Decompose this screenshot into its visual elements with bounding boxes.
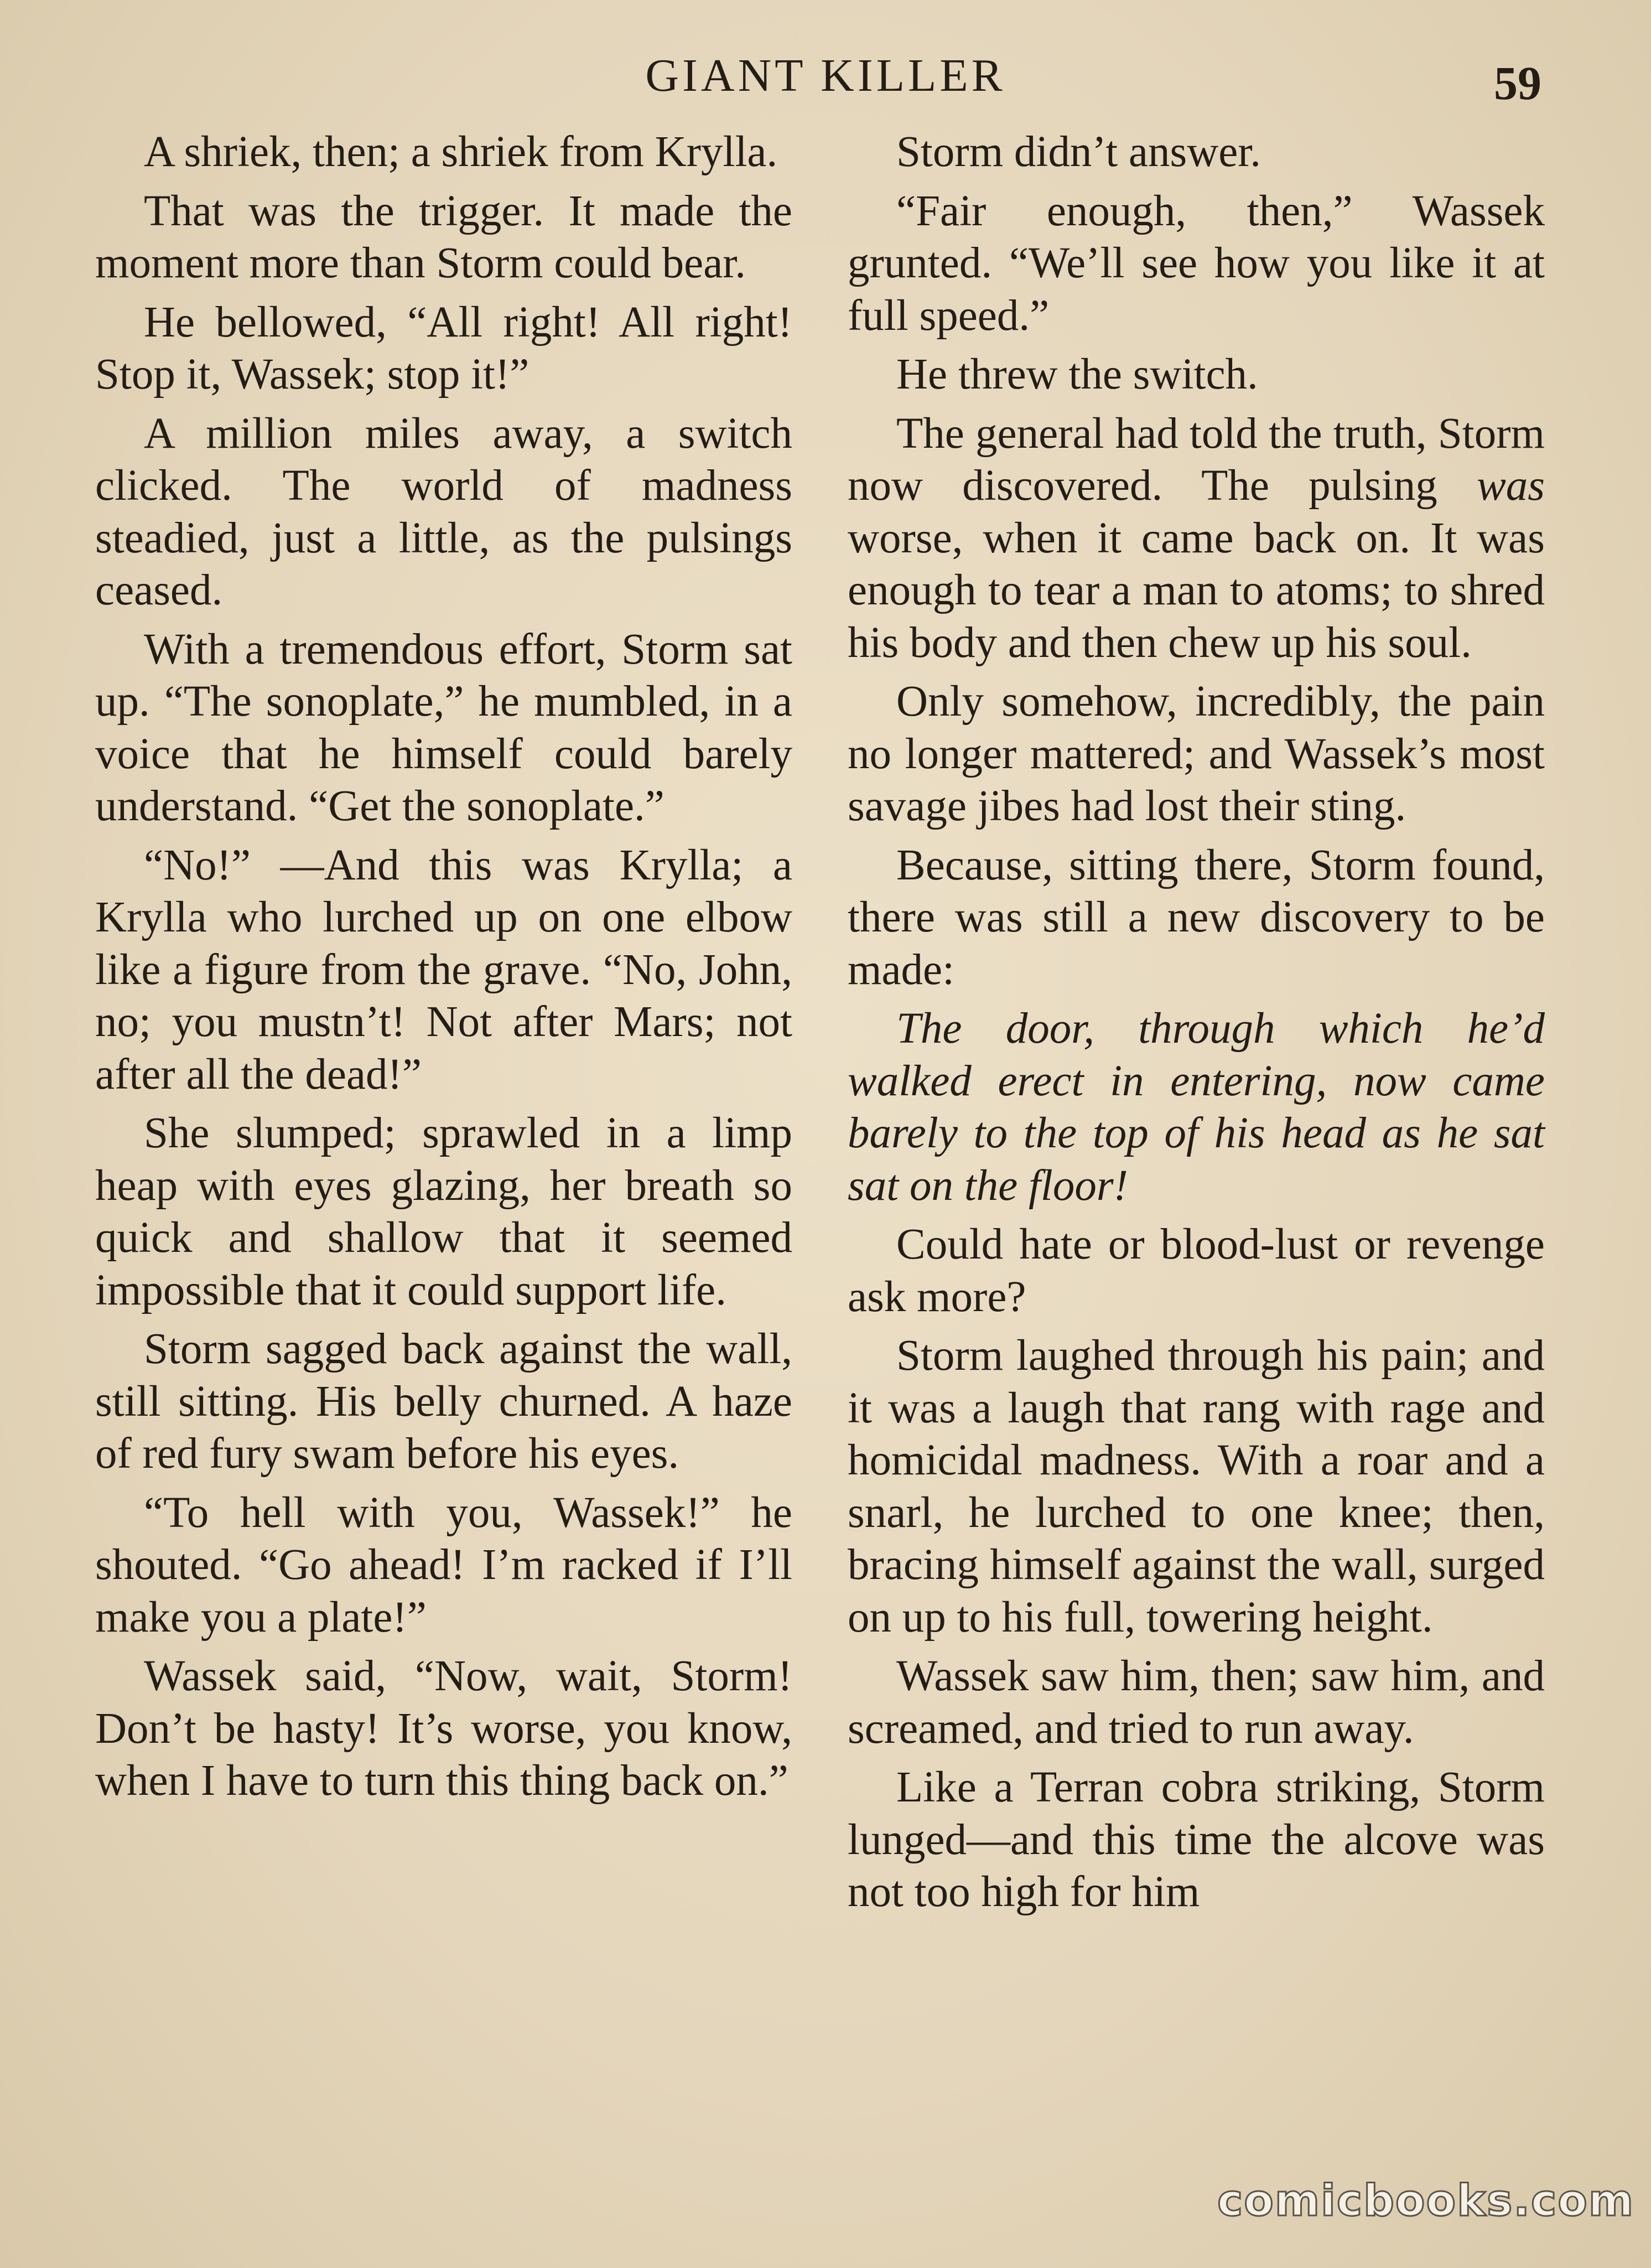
right-text-column [848,126,1545,1925]
site-watermark: comicbooks.com [1217,2176,1635,2226]
paragraph: Could hate or blood-lust or revenge ask more? [848,1220,1545,1321]
page-number: 59 [1494,56,1541,110]
paragraph: “Fair enough, then,” Wassek grunted. “We’ll see how you like it at full speed.” [848,187,1545,340]
paragraph: She slumped; sprawled in a limp heap with eyes glazing, her breath so quick and shallow that it seemed impossible that it could support life. [95,1109,792,1314]
paragraph: That was the trigger. It made the moment more than Storm could bear. [95,187,792,287]
left-text-column [95,126,792,1814]
paragraph: He bellowed, “All right! All right! Stop it, Wassek; stop it!” [95,298,792,398]
paragraph: Wassek said, “Now, wait, Storm! Don’t be hasty! It’s worse, you know, when I have to turn this thing back on.” [95,1652,792,1805]
paragraph: Only somehow, incredibly, the pain no longer mattered; and Wassek’s most savage jibes had lost their sting. [848,677,1545,830]
paragraph: Storm didn’t answer. [896,128,1261,176]
paragraph: The general had told the truth, Storm now discovered. The pulsing was worse, when it came back on. It was enough to tear a man to atoms; to shred his body and then chew up his soul. [848,409,1545,667]
italic-paragraph: The door, through which he’d walked erect in entering, now came barely to the top of his head as he sat sat on the floor! [848,1004,1545,1210]
paragraph: A million miles away, a switch clicked. The world of madness steadied, just a little, as the pulsings ceased. [95,409,792,614]
paragraph: “No!” —And this was Krylla; a Krylla who lurched up on one elbow like a figure from the grave. “No, John, no; you mustn’t! Not after Mars; not after all the dead!” [95,841,792,1099]
paragraph: Storm sagged back against the wall, still sitting. His belly churned. A haze of red fury swam before his eyes. [95,1325,792,1478]
paragraph: Like a Terran cobra striking, Storm lunged—and this time the alcove was not too high for him [848,1763,1545,1916]
paragraph: With a tremendous effort, Storm sat up. “The sonoplate,” he mumbled, in a voice that he himself could barely understand. “Get the sonoplate.” [95,625,792,830]
paragraph: Wassek saw him, then; saw him, and screamed, and tried to run away. [848,1652,1545,1753]
paragraph: “To hell with you, Wassek!” he shouted. “Go ahead! I’m racked if I’ll make you a plate!” [95,1488,792,1642]
paragraph: He threw the switch. [896,350,1258,398]
paragraph: Because, sitting there, Storm found, there was still a new discovery to be made: [848,841,1545,994]
running-head-title: GIANT KILLER [645,50,1006,101]
paragraph: A shriek, then; a shriek from Krylla. [144,128,778,176]
paragraph: Storm laughed through his pain; and it was a laugh that rang with rage and homicidal madness. With a roar and a snarl, he lurched to one knee; then, bracing himself against the wall, surged on up to his full, towering height. [848,1332,1545,1642]
